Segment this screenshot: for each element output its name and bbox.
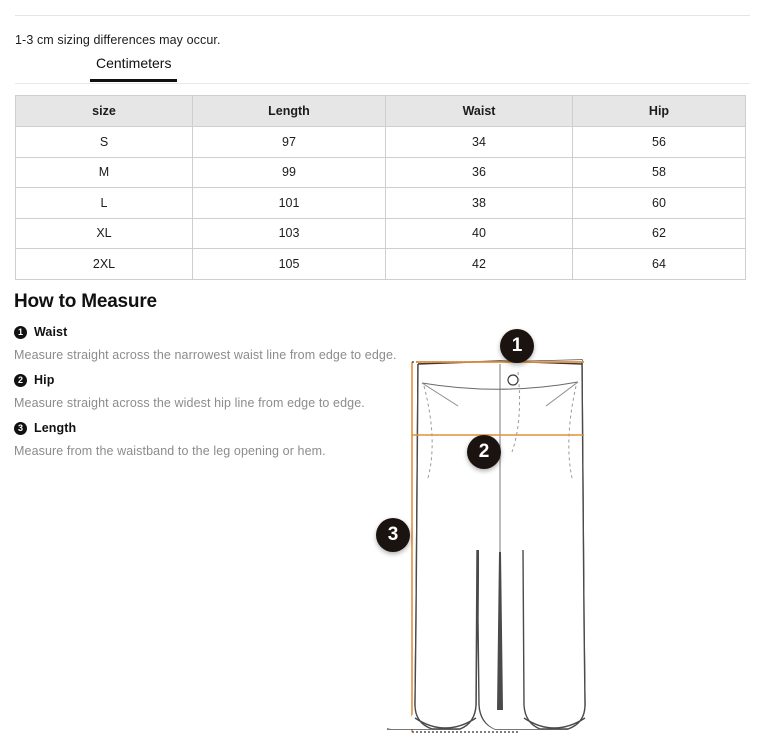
pants-measurement-diagram [360,320,760,752]
cell-waist: 36 [386,157,573,188]
measure-label-length: Length [34,421,77,435]
cell-size: L [16,188,193,219]
measure-heading [14,372,404,388]
measure-label-hip: Hip [34,373,55,387]
measure-description-waist: Measure straight across the narrowest waist line from edge to edge. [14,348,397,362]
cell-waist: 38 [386,188,573,219]
cell-length: 99 [193,157,386,188]
cell-hip: 62 [573,218,746,249]
table-row [16,188,746,219]
cell-size: M [16,157,193,188]
cell-size: 2XL [16,249,193,280]
top-divider [15,15,750,16]
measure-heading [14,420,404,436]
column-header-size: size [16,96,193,127]
cell-size: S [16,127,193,158]
cell-length: 97 [193,127,386,158]
diagram-badge-2 [467,435,501,469]
how-to-measure-title: How to Measure [14,291,157,312]
number-badge-1-large-icon: 1 [500,329,534,363]
number-badge-2-large-icon: 2 [467,435,501,469]
cell-hip: 56 [573,127,746,158]
measure-label-waist: Waist [34,325,68,339]
measure-description-hip: Measure straight across the widest hip line from edge to edge. [14,396,365,410]
table-row [16,218,746,249]
table-row [16,157,746,188]
measure-item-length [14,420,404,459]
number-badge-3-large-icon: 3 [376,518,410,552]
unit-tab-bar [15,54,750,84]
measure-item-waist [14,324,404,363]
diagram-badge-1 [500,329,534,363]
tab-centimeters[interactable]: Centimeters [90,54,177,82]
measure-heading [14,324,404,340]
cell-length: 105 [193,249,386,280]
cell-hip: 64 [573,249,746,280]
column-header-length: Length [193,96,386,127]
column-header-waist: Waist [386,96,573,127]
cell-waist: 40 [386,218,573,249]
cell-hip: 58 [573,157,746,188]
number-badge-3-icon: 3 [14,422,27,435]
cell-waist: 34 [386,127,573,158]
measure-description-length: Measure from the waistband to the leg opening or hem. [14,444,326,458]
cell-hip: 60 [573,188,746,219]
number-badge-2-icon: 2 [14,374,27,387]
pants-illustration-icon [360,320,760,752]
size-chart-table [15,95,746,280]
cell-length: 101 [193,188,386,219]
diagram-badge-3 [376,518,410,552]
cell-size: XL [16,218,193,249]
measure-item-hip [14,372,404,411]
how-to-measure-list [14,324,404,468]
column-header-hip: Hip [573,96,746,127]
cell-waist: 42 [386,249,573,280]
sizing-disclaimer: 1-3 cm sizing differences may occur. [15,33,221,47]
cell-length: 103 [193,218,386,249]
table-row [16,249,746,280]
table-header-row [16,96,746,127]
table-row [16,127,746,158]
number-badge-1-icon: 1 [14,326,27,339]
